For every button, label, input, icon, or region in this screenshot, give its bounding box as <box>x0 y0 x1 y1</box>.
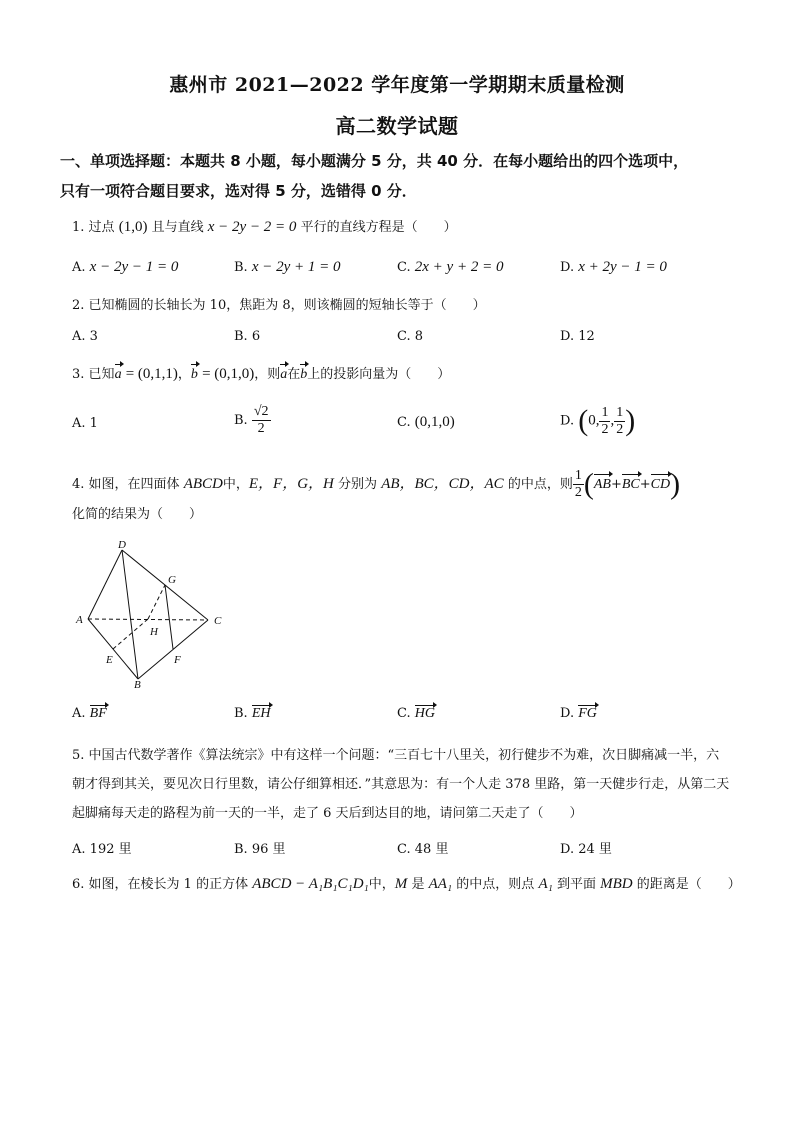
fraction <box>573 468 584 501</box>
option-text: (0,1,0) <box>414 414 455 430</box>
q3-post: 上的投影向量为（ ） <box>307 367 451 382</box>
label-a: A <box>76 614 83 626</box>
section-line-2: 只有一项符合题目要求，选对得 5 分，选错得 0 分． <box>60 182 417 200</box>
segment-gf <box>165 585 173 649</box>
q3-option-a[interactable] <box>72 416 98 431</box>
option-label: A. <box>72 416 86 431</box>
q5-option-b[interactable] <box>234 838 286 857</box>
q6-number: 6. <box>72 877 85 892</box>
option-text: 6 <box>251 329 261 344</box>
q3-then: ，则 <box>254 367 281 382</box>
question-1 <box>72 217 457 238</box>
q1-number: 1. <box>72 220 85 235</box>
q2-option-c[interactable] <box>397 329 423 344</box>
option-text: x + 2y − 1 = 0 <box>578 259 667 275</box>
q4-text: 如图，在四面体 <box>88 477 180 492</box>
vector-ab: AB <box>594 475 611 495</box>
q6-aa1: AA₁ <box>428 876 453 892</box>
q4-option-c[interactable] <box>397 706 435 722</box>
label-e: E <box>106 654 113 666</box>
option-label: D. <box>560 706 575 721</box>
q5-option-a[interactable] <box>72 838 132 857</box>
q3-option-d[interactable] <box>560 404 635 438</box>
q3-comma: ， <box>177 367 191 382</box>
option-label: D. <box>560 842 575 857</box>
option-text: 3 <box>89 329 98 344</box>
q3-pre: 已知 <box>88 367 115 382</box>
vector-b-ref: b <box>300 365 307 385</box>
option-label: A. <box>72 260 86 275</box>
q6-a1: A₁ <box>538 876 553 892</box>
q6-plane: MBD <box>600 876 633 892</box>
option-text: 8 <box>414 329 424 344</box>
question-3 <box>72 364 450 385</box>
right-paren: ) <box>670 467 681 501</box>
q1-mid: 且与直线 <box>151 220 204 235</box>
option-text: x − 2y + 1 = 0 <box>251 259 341 275</box>
vector-b-value: = (0,1,0) <box>202 366 255 382</box>
q3-on: 在 <box>287 367 301 382</box>
option-text: 48 里 <box>414 842 449 857</box>
option-vector: HG <box>414 706 435 721</box>
option-label: C. <box>397 415 411 430</box>
fraction <box>252 404 271 437</box>
option-label: B. <box>234 842 248 857</box>
fraction <box>614 405 625 438</box>
option-label: C. <box>397 706 411 721</box>
q3-number: 3. <box>72 367 85 382</box>
fraction-denominator: 2 <box>616 421 624 437</box>
fraction-denominator: 2 <box>574 485 582 500</box>
q1-option-d[interactable] <box>560 259 667 276</box>
edge-bc <box>138 620 208 679</box>
option-text: 1 <box>89 416 98 431</box>
option-vector: FG <box>578 706 597 721</box>
q4-mid1: 中， <box>222 477 249 492</box>
option-text: 12 <box>578 329 595 344</box>
fraction-numerator: 1 <box>601 404 609 420</box>
option-label: C. <box>397 842 411 857</box>
left-paren: ( <box>583 467 594 501</box>
q4-points: E，F，G，H <box>248 476 334 492</box>
comma: , <box>610 412 615 429</box>
label-h: H <box>150 626 158 638</box>
label-c: C <box>214 615 222 627</box>
option-label: A. <box>72 329 86 344</box>
option-label: B. <box>234 413 248 428</box>
fraction-numerator: 1 <box>574 468 582 483</box>
q4-tetrahedron: ABCD <box>183 476 223 492</box>
q6-mid: 中， <box>368 877 395 892</box>
option-text: 2x + y + 2 = 0 <box>414 259 504 275</box>
label-g: G <box>168 574 176 586</box>
vector-bc: BC <box>622 475 640 495</box>
vector-cd: CD <box>651 475 670 495</box>
option-vector: EH <box>251 706 271 721</box>
q5-option-d[interactable] <box>560 838 612 857</box>
option-label: A. <box>72 706 86 721</box>
q4-line-2: 化简的结果为（ ） <box>72 507 203 522</box>
q4-option-d[interactable] <box>560 706 597 722</box>
q4-mid3: 的中点，则 <box>507 477 573 492</box>
option-text: x − 2y − 1 = 0 <box>89 259 179 275</box>
fraction-numerator: 1 <box>616 404 624 420</box>
exam-subtitle: 高二数学试题 <box>335 114 459 138</box>
left-paren: ( <box>578 404 589 437</box>
q1-option-a[interactable] <box>72 259 178 276</box>
q6-to: 到平面 <box>556 877 596 892</box>
q4-option-a[interactable] <box>72 706 107 722</box>
section-instructions <box>60 146 740 206</box>
option-vector: BF <box>89 706 107 721</box>
q3-option-c[interactable] <box>397 414 455 431</box>
q6-is: 是 <box>411 877 425 892</box>
fraction-denominator: 2 <box>601 421 609 437</box>
q6-m: M <box>394 876 408 892</box>
q6-mid2: 的中点，则点 <box>456 877 535 892</box>
option-lead: 0, <box>588 412 600 429</box>
question-4: 4. 如图，在四面体 ABCD中，E，F，G，H 分别为 AB，BC，CD，AC 的中点，则 $\frac{1}{2}$ (AB+BC+CD) <box>72 467 681 501</box>
option-label: D. <box>560 329 575 344</box>
q6-post: 的距离是（ ） <box>636 877 741 892</box>
q1-point: (1,0) <box>118 219 148 235</box>
q1-option-b[interactable] <box>234 259 341 276</box>
option-text: 24 里 <box>578 842 612 857</box>
right-paren: ) <box>625 404 636 437</box>
tetrahedron-figure <box>68 538 238 690</box>
vector-a-ref: a <box>280 365 287 385</box>
fraction-denominator: 2 <box>257 421 265 436</box>
vector-b: b <box>191 365 198 385</box>
question-6 <box>72 874 741 895</box>
segment-eh <box>113 619 148 649</box>
question-2: 2. 已知椭圆的长轴长为 10，焦距为 8，则该椭圆的短轴长等于（ ） <box>72 298 486 313</box>
label-b: B <box>134 679 141 690</box>
option-label: A. <box>72 842 86 857</box>
edge-ad <box>88 550 122 619</box>
q6-pre: 如图，在棱长为 1 的正方体 <box>88 877 249 892</box>
q2-option-a[interactable] <box>72 329 98 344</box>
label-f: F <box>174 654 181 666</box>
vector-a-value: = (0,1,1) <box>125 366 178 382</box>
option-text: 96 里 <box>251 842 286 857</box>
option-label: C. <box>397 329 411 344</box>
q5-option-c[interactable] <box>397 838 448 857</box>
option-text: 192 里 <box>89 842 132 857</box>
q4-option-b[interactable] <box>234 706 271 722</box>
q3-option-b[interactable] <box>234 404 271 437</box>
q6-cube: ABCD − A₁B₁C₁D₁ <box>252 876 369 892</box>
fraction <box>599 405 610 438</box>
section-line-1: 一、单项选择题：本题共 8 小题，每小题满分 5 分，共 40 分．在每小题给出的四个选项中， <box>60 152 689 170</box>
option-label: B. <box>234 260 248 275</box>
q4-edges: AB，BC，CD，AC <box>381 476 504 492</box>
q4-mid2: 分别为 <box>338 477 378 492</box>
option-label: C. <box>397 260 411 275</box>
question-5: 5. 中国古代数学著作《算法统宗》中有这样一个问题：“三百七十八里关，初行健步不为难，次日脚痛减一半，六朝才得到其关，要见次日行里数，请公仔细算相还．”其意思为：有一个人走 378 里路，第一天健步行走，从第二天起脚痛每天走的路程为前一天的一半，走了 6 天后到达目的地，请问第二天走了（ ） <box>72 748 730 821</box>
q4-number: 4. <box>72 477 85 492</box>
q2-option-b[interactable] <box>234 329 260 344</box>
fraction-numerator: √2 <box>253 404 269 419</box>
q1-line: x − 2y − 2 = 0 <box>207 219 297 235</box>
option-label: B. <box>234 329 248 344</box>
vector-a: a <box>115 365 122 385</box>
option-label: D. <box>560 260 575 275</box>
label-d: D <box>118 539 126 551</box>
q1-pre: 过点 <box>88 220 115 235</box>
edge-db <box>122 550 138 679</box>
q1-post: 平行的直线方程是（ ） <box>300 220 457 235</box>
q1-option-c[interactable] <box>397 259 503 276</box>
option-label: D. <box>560 413 575 429</box>
exam-title: 惠州市 2021—2022 学年度第一学期期末质量检测 <box>169 74 625 96</box>
segment-hg <box>148 585 165 619</box>
q2-option-d[interactable] <box>560 329 595 344</box>
option-label: B. <box>234 706 248 721</box>
